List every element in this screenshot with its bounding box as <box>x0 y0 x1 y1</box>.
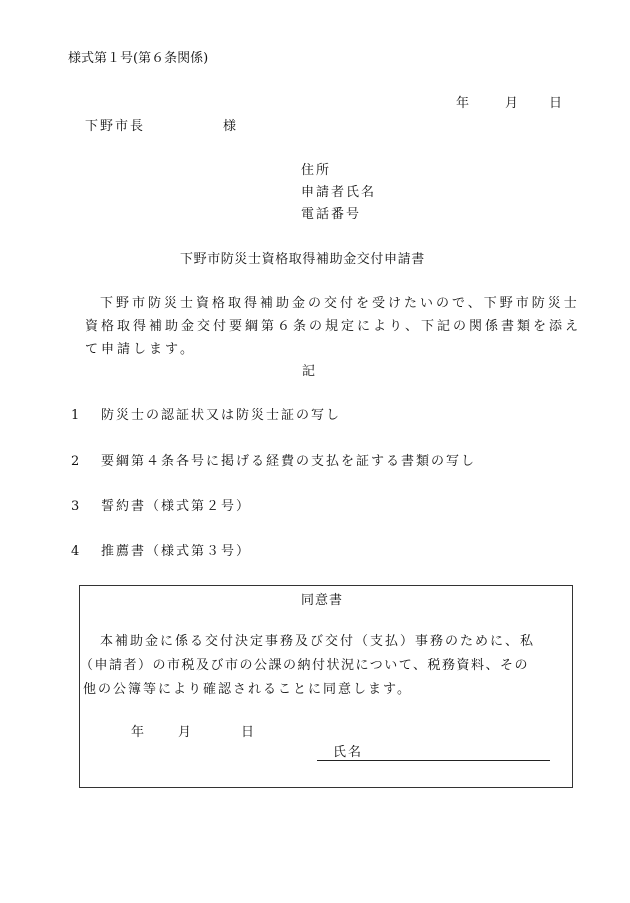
item-text: 推薦書（様式第３号） <box>101 544 252 559</box>
item-number: 1 <box>71 408 80 423</box>
item-text: 要綱第４条各号に掲げる経費の支払を証する書類の写し <box>101 454 477 469</box>
item-number: 2 <box>71 454 80 469</box>
document-title: 下野市防災士資格取得補助金交付申請書 <box>180 252 425 267</box>
address-label: 住所 <box>301 163 332 178</box>
date-month-label: 月 <box>505 96 519 111</box>
item-text: 防災士の認証状又は防災士証の写し <box>101 408 342 423</box>
honorific: 様 <box>223 119 237 134</box>
date-year-label: 年 <box>456 96 470 111</box>
form-number: 様式第１号(第６条関係) <box>68 51 209 66</box>
date-day-label: 日 <box>549 96 563 111</box>
consent-line-3: 他の公簿等により確認されることに同意します。 <box>83 682 412 697</box>
body-line-1: 下野市防災士資格取得補助金の交付を受けたいので、下野市防災士 <box>100 296 580 311</box>
item-number: 4 <box>71 544 80 559</box>
applicant-name-label: 申請者氏名 <box>301 185 377 200</box>
consent-date-year: 年 <box>131 725 145 740</box>
consent-line-2: （申請者）の市税及び市の公課の納付状況について、税務資料、その <box>80 658 529 673</box>
item-number: 3 <box>71 499 80 514</box>
ki-heading: 記 <box>302 364 316 379</box>
consent-line-1: 本補助金に係る交付決定事務及び交付（支払）事務のために、私 <box>100 634 536 649</box>
body-line-3: て申請します。 <box>85 342 196 357</box>
addressee: 下野市長 <box>85 119 146 134</box>
phone-label: 電話番号 <box>301 207 362 222</box>
item-text: 誓約書（様式第２号） <box>101 499 252 514</box>
consent-name-label: 氏名 <box>333 745 364 760</box>
consent-title: 同意書 <box>301 593 344 608</box>
signature-line <box>317 760 550 761</box>
body-line-2: 資格取得補助金交付要綱第６条の規定により、下記の関係書類を添え <box>85 319 582 334</box>
consent-date-day: 日 <box>241 725 255 740</box>
consent-date-month: 月 <box>178 725 192 740</box>
